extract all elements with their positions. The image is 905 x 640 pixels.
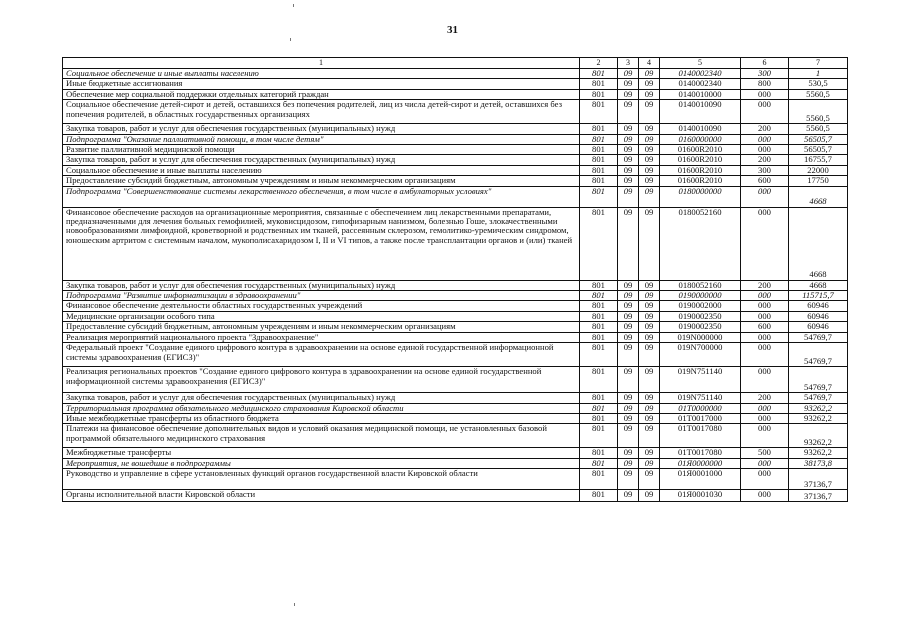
row-expense-type: 200 bbox=[741, 393, 789, 403]
row-amount: 54769,7 bbox=[789, 332, 848, 342]
table-row bbox=[63, 291, 848, 301]
row-subsection: 09 bbox=[639, 79, 660, 89]
row-target-article: 01T0000000 bbox=[660, 403, 741, 413]
header-cell: 5 bbox=[660, 58, 741, 69]
row-section: 09 bbox=[618, 100, 639, 124]
row-section: 09 bbox=[618, 403, 639, 413]
row-subsection: 09 bbox=[639, 155, 660, 165]
row-grbs: 801 bbox=[580, 89, 618, 99]
row-target-article: 0140010090 bbox=[660, 124, 741, 134]
row-target-article: 019N751140 bbox=[660, 393, 741, 403]
table-row bbox=[63, 311, 848, 321]
row-grbs: 801 bbox=[580, 403, 618, 413]
row-section: 09 bbox=[618, 69, 639, 79]
row-subsection: 09 bbox=[639, 403, 660, 413]
header-cell: 4 bbox=[639, 58, 660, 69]
row-expense-type: 000 bbox=[741, 458, 789, 468]
row-name: Предоставление субсидий бюджетным, автономным учреждениям и иным некоммерческим организациям bbox=[63, 176, 580, 186]
row-amount: 1 bbox=[789, 69, 848, 79]
table-row bbox=[63, 332, 848, 342]
row-section: 09 bbox=[618, 311, 639, 321]
row-name: Органы исполнительной власти Кировской области bbox=[63, 490, 580, 502]
row-expense-type: 000 bbox=[741, 145, 789, 155]
row-grbs: 801 bbox=[580, 311, 618, 321]
row-amount: 5560,5 bbox=[789, 100, 848, 124]
row-amount: 530,5 bbox=[789, 79, 848, 89]
row-expense-type: 000 bbox=[741, 403, 789, 413]
row-section: 09 bbox=[618, 490, 639, 502]
row-subsection: 09 bbox=[639, 145, 660, 155]
row-subsection: 09 bbox=[639, 100, 660, 124]
row-subsection: 09 bbox=[639, 186, 660, 207]
row-name: Развитие паллиативной медицинской помощи bbox=[63, 145, 580, 155]
table-row bbox=[63, 280, 848, 290]
row-target-article: 01Я0001030 bbox=[660, 490, 741, 502]
table-row bbox=[63, 124, 848, 134]
row-name: Финансовое обеспечение деятельности областных государственных учреждений bbox=[63, 301, 580, 311]
row-subsection: 09 bbox=[639, 458, 660, 468]
row-section: 09 bbox=[618, 322, 639, 332]
row-name: Федеральный проект "Создание единого цифрового контура в здравоохранении на основе единой государственной информационной системы здравоохранения (ЕГИСЗ)" bbox=[63, 343, 580, 367]
row-target-article: 0180052160 bbox=[660, 207, 741, 280]
row-expense-type: 000 bbox=[741, 367, 789, 393]
row-name: Мероприятия, не вошедшие в подпрограммы bbox=[63, 458, 580, 468]
row-target-article: 01T0017080 bbox=[660, 424, 741, 448]
row-expense-type: 000 bbox=[741, 301, 789, 311]
row-expense-type: 000 bbox=[741, 134, 789, 144]
row-amount: 54769,7 bbox=[789, 367, 848, 393]
row-name: Подпрограмма "Совершенствование системы лекарственного обеспечения, в том числе в амбулаторных условиях" bbox=[63, 186, 580, 207]
row-expense-type: 000 bbox=[741, 413, 789, 423]
row-grbs: 801 bbox=[580, 124, 618, 134]
row-grbs: 801 bbox=[580, 145, 618, 155]
row-section: 09 bbox=[618, 424, 639, 448]
row-name: Реализация мероприятий национального проекта "Здравоохранение" bbox=[63, 332, 580, 342]
row-target-article: 01600R2010 bbox=[660, 155, 741, 165]
page-number: 31 bbox=[447, 24, 458, 36]
row-name: Иные межбюджетные трансферты из областного бюджета bbox=[63, 413, 580, 423]
row-amount: 93262,2 bbox=[789, 424, 848, 448]
table-row bbox=[63, 393, 848, 403]
table-row bbox=[63, 89, 848, 99]
row-target-article: 0140002340 bbox=[660, 79, 741, 89]
table-row bbox=[63, 367, 848, 393]
row-section: 09 bbox=[618, 155, 639, 165]
row-section: 09 bbox=[618, 301, 639, 311]
table-row bbox=[63, 207, 848, 280]
table-row bbox=[63, 322, 848, 332]
row-target-article: 0190002000 bbox=[660, 301, 741, 311]
row-subsection: 09 bbox=[639, 301, 660, 311]
row-expense-type: 300 bbox=[741, 165, 789, 175]
row-subsection: 09 bbox=[639, 424, 660, 448]
row-subsection: 09 bbox=[639, 332, 660, 342]
row-expense-type: 000 bbox=[741, 89, 789, 99]
row-name: Реализация региональных проектов "Создание единого цифрового контура в здравоохранении на основе единой государственной информационной системы здравоохранения (ЕГИСЗ)" bbox=[63, 367, 580, 393]
row-target-article: 01600R2010 bbox=[660, 145, 741, 155]
row-grbs: 801 bbox=[580, 301, 618, 311]
row-amount: 17750 bbox=[789, 176, 848, 186]
scan-mark-top bbox=[293, 4, 294, 7]
row-section: 09 bbox=[618, 413, 639, 423]
row-expense-type: 800 bbox=[741, 79, 789, 89]
row-subsection: 09 bbox=[639, 367, 660, 393]
row-amount: 5560,5 bbox=[789, 124, 848, 134]
row-grbs: 801 bbox=[580, 186, 618, 207]
row-amount: 60946 bbox=[789, 322, 848, 332]
row-grbs: 801 bbox=[580, 291, 618, 301]
row-name: Подпрограмма "Оказание паллиативной помощи, в том числе детям" bbox=[63, 134, 580, 144]
header-cell: 3 bbox=[618, 58, 639, 69]
row-expense-type: 600 bbox=[741, 322, 789, 332]
row-amount: 60946 bbox=[789, 311, 848, 321]
row-amount: 37136,7 bbox=[789, 469, 848, 490]
table-row bbox=[63, 424, 848, 448]
header-cell: 7 bbox=[789, 58, 848, 69]
table-row bbox=[63, 69, 848, 79]
row-name: Социальное обеспечение и иные выплаты населению bbox=[63, 165, 580, 175]
table-row bbox=[63, 176, 848, 186]
budget-table bbox=[62, 57, 848, 502]
row-name: Межбюджетные трансферты bbox=[63, 448, 580, 458]
row-subsection: 09 bbox=[639, 89, 660, 99]
row-subsection: 09 bbox=[639, 291, 660, 301]
table-header-row bbox=[63, 58, 848, 69]
row-name: Медицинские организации особого типа bbox=[63, 311, 580, 321]
row-expense-type: 600 bbox=[741, 176, 789, 186]
table-row bbox=[63, 413, 848, 423]
row-name: Иные бюджетные ассигнования bbox=[63, 79, 580, 89]
row-amount: 4668 bbox=[789, 280, 848, 290]
row-amount: 54769,7 bbox=[789, 393, 848, 403]
row-section: 09 bbox=[618, 134, 639, 144]
row-target-article: 0140002340 bbox=[660, 69, 741, 79]
row-grbs: 801 bbox=[580, 393, 618, 403]
row-grbs: 801 bbox=[580, 343, 618, 367]
row-target-article: 01Я0001000 bbox=[660, 469, 741, 490]
row-grbs: 801 bbox=[580, 424, 618, 448]
row-grbs: 801 bbox=[580, 332, 618, 342]
table-row bbox=[63, 403, 848, 413]
row-target-article: 01600R2010 bbox=[660, 176, 741, 186]
row-target-article: 01Я0000000 bbox=[660, 458, 741, 468]
table-row bbox=[63, 165, 848, 175]
scan-mark-bottom bbox=[294, 603, 295, 606]
row-amount: 4668 bbox=[789, 207, 848, 280]
row-name: Закупка товаров, работ и услуг для обеспечения государственных (муниципальных) нужд bbox=[63, 280, 580, 290]
row-amount: 38173,8 bbox=[789, 458, 848, 468]
row-grbs: 801 bbox=[580, 413, 618, 423]
row-name: Руководство и управление в сфере установленных функций органов государственной власти Кировской области bbox=[63, 469, 580, 490]
row-section: 09 bbox=[618, 186, 639, 207]
row-name: Социальное обеспечение детей-сирот и детей, оставшихся без попечения родителей, лиц из числа детей-сирот и детей, оставшихся без попечения родителей, в областных государственных организациях bbox=[63, 100, 580, 124]
row-amount: 22000 bbox=[789, 165, 848, 175]
row-section: 09 bbox=[618, 124, 639, 134]
row-section: 09 bbox=[618, 79, 639, 89]
row-target-article: 019N000000 bbox=[660, 332, 741, 342]
header-cell: 1 bbox=[63, 58, 580, 69]
row-section: 09 bbox=[618, 176, 639, 186]
row-grbs: 801 bbox=[580, 490, 618, 502]
row-section: 09 bbox=[618, 332, 639, 342]
row-section: 09 bbox=[618, 145, 639, 155]
row-subsection: 09 bbox=[639, 413, 660, 423]
row-subsection: 09 bbox=[639, 469, 660, 490]
row-name: Обеспечение мер социальной поддержки отдельных категорий граждан bbox=[63, 89, 580, 99]
table-row bbox=[63, 469, 848, 490]
table-row bbox=[63, 134, 848, 144]
row-expense-type: 500 bbox=[741, 448, 789, 458]
row-amount: 93262,2 bbox=[789, 403, 848, 413]
row-grbs: 801 bbox=[580, 322, 618, 332]
row-grbs: 801 bbox=[580, 134, 618, 144]
row-subsection: 09 bbox=[639, 448, 660, 458]
row-amount: 4668 bbox=[789, 186, 848, 207]
row-amount: 37136,7 bbox=[789, 490, 848, 502]
row-target-article: 0180052160 bbox=[660, 280, 741, 290]
row-target-article: 019N751140 bbox=[660, 367, 741, 393]
row-target-article: 0190000000 bbox=[660, 291, 741, 301]
table-row bbox=[63, 490, 848, 502]
row-subsection: 09 bbox=[639, 343, 660, 367]
row-amount: 54769,7 bbox=[789, 343, 848, 367]
table-row bbox=[63, 343, 848, 367]
row-amount: 56505,7 bbox=[789, 134, 848, 144]
row-amount: 5560,5 bbox=[789, 89, 848, 99]
row-target-article: 019N700000 bbox=[660, 343, 741, 367]
row-section: 09 bbox=[618, 165, 639, 175]
row-section: 09 bbox=[618, 469, 639, 490]
table-row bbox=[63, 186, 848, 207]
row-section: 09 bbox=[618, 393, 639, 403]
row-section: 09 bbox=[618, 207, 639, 280]
row-expense-type: 000 bbox=[741, 332, 789, 342]
row-expense-type: 000 bbox=[741, 424, 789, 448]
row-grbs: 801 bbox=[580, 165, 618, 175]
row-subsection: 09 bbox=[639, 207, 660, 280]
row-grbs: 801 bbox=[580, 280, 618, 290]
table-row bbox=[63, 155, 848, 165]
table-row bbox=[63, 301, 848, 311]
row-grbs: 801 bbox=[580, 100, 618, 124]
row-grbs: 801 bbox=[580, 469, 618, 490]
table-row bbox=[63, 448, 848, 458]
row-subsection: 09 bbox=[639, 176, 660, 186]
row-section: 09 bbox=[618, 367, 639, 393]
row-section: 09 bbox=[618, 458, 639, 468]
row-target-article: 0160000000 bbox=[660, 134, 741, 144]
row-grbs: 801 bbox=[580, 458, 618, 468]
row-amount: 93262,2 bbox=[789, 413, 848, 423]
row-section: 09 bbox=[618, 343, 639, 367]
row-target-article: 0190002350 bbox=[660, 311, 741, 321]
row-name: Территориальная программа обязательного медицинского страхования Кировской области bbox=[63, 403, 580, 413]
row-section: 09 bbox=[618, 89, 639, 99]
row-target-article: 01T0017000 bbox=[660, 413, 741, 423]
row-subsection: 09 bbox=[639, 490, 660, 502]
row-subsection: 09 bbox=[639, 134, 660, 144]
table-row bbox=[63, 458, 848, 468]
row-subsection: 09 bbox=[639, 69, 660, 79]
row-expense-type: 200 bbox=[741, 124, 789, 134]
row-amount: 56505,7 bbox=[789, 145, 848, 155]
row-grbs: 801 bbox=[580, 79, 618, 89]
row-grbs: 801 bbox=[580, 155, 618, 165]
row-expense-type: 000 bbox=[741, 343, 789, 367]
row-target-article: 01600R2010 bbox=[660, 165, 741, 175]
row-name: Предоставление субсидий бюджетным, автономным учреждениям и иным некоммерческим организациям bbox=[63, 322, 580, 332]
row-expense-type: 000 bbox=[741, 207, 789, 280]
row-expense-type: 000 bbox=[741, 490, 789, 502]
row-expense-type: 000 bbox=[741, 311, 789, 321]
row-subsection: 09 bbox=[639, 165, 660, 175]
row-expense-type: 000 bbox=[741, 291, 789, 301]
row-grbs: 801 bbox=[580, 448, 618, 458]
row-subsection: 09 bbox=[639, 124, 660, 134]
row-grbs: 801 bbox=[580, 69, 618, 79]
row-target-article: 0190002350 bbox=[660, 322, 741, 332]
row-subsection: 09 bbox=[639, 311, 660, 321]
row-subsection: 09 bbox=[639, 393, 660, 403]
row-amount: 93262,2 bbox=[789, 448, 848, 458]
row-target-article: 0140010090 bbox=[660, 100, 741, 124]
row-grbs: 801 bbox=[580, 176, 618, 186]
row-amount: 115715,7 bbox=[789, 291, 848, 301]
row-name: Закупка товаров, работ и услуг для обеспечения государственных (муниципальных) нужд bbox=[63, 155, 580, 165]
row-target-article: 0140010000 bbox=[660, 89, 741, 99]
row-grbs: 801 bbox=[580, 207, 618, 280]
row-target-article: 0180000000 bbox=[660, 186, 741, 207]
row-section: 09 bbox=[618, 448, 639, 458]
row-expense-type: 200 bbox=[741, 280, 789, 290]
row-section: 09 bbox=[618, 280, 639, 290]
row-expense-type: 000 bbox=[741, 186, 789, 207]
table-row bbox=[63, 100, 848, 124]
row-expense-type: 200 bbox=[741, 155, 789, 165]
row-amount: 16755,7 bbox=[789, 155, 848, 165]
row-name: Финансовое обеспечение расходов на организационные мероприятия, связанные с обеспечением лиц лекарственными препаратами, предназначенными для лечения больных гемофилией, муковисцидозом, гипофизарным нанизмом, болезнью Гоше, злокачественными новообразованиями лимфоидной, кроветворной и родственных им тканей, рассеянным склерозом, гемолитико-уремическим синдромом, юношеским артритом с системным началом, мукополисахаридозом I, II и VI типов, а также после трансплантации органов и (или) тканей bbox=[63, 207, 580, 280]
table-row bbox=[63, 145, 848, 155]
header-cell: 2 bbox=[580, 58, 618, 69]
row-name: Подпрограмма "Развитие информатизации в здравоохранении" bbox=[63, 291, 580, 301]
scan-mark-mid bbox=[290, 38, 291, 41]
row-target-article: 01T0017080 bbox=[660, 448, 741, 458]
row-name: Закупка товаров, работ и услуг для обеспечения государственных (муниципальных) нужд bbox=[63, 393, 580, 403]
row-name: Платежи на финансовое обеспечение дополнительных видов и условий оказания медицинской помощи, не установленных базовой программой обязательного медицинского страхования bbox=[63, 424, 580, 448]
table-row bbox=[63, 79, 848, 89]
row-subsection: 09 bbox=[639, 280, 660, 290]
row-grbs: 801 bbox=[580, 367, 618, 393]
row-expense-type: 300 bbox=[741, 69, 789, 79]
row-name: Закупка товаров, работ и услуг для обеспечения государственных (муниципальных) нужд bbox=[63, 124, 580, 134]
row-amount: 60946 bbox=[789, 301, 848, 311]
header-cell: 6 bbox=[741, 58, 789, 69]
row-expense-type: 000 bbox=[741, 469, 789, 490]
row-section: 09 bbox=[618, 291, 639, 301]
row-name: Социальное обеспечение и иные выплаты населению bbox=[63, 69, 580, 79]
row-expense-type: 000 bbox=[741, 100, 789, 124]
row-subsection: 09 bbox=[639, 322, 660, 332]
